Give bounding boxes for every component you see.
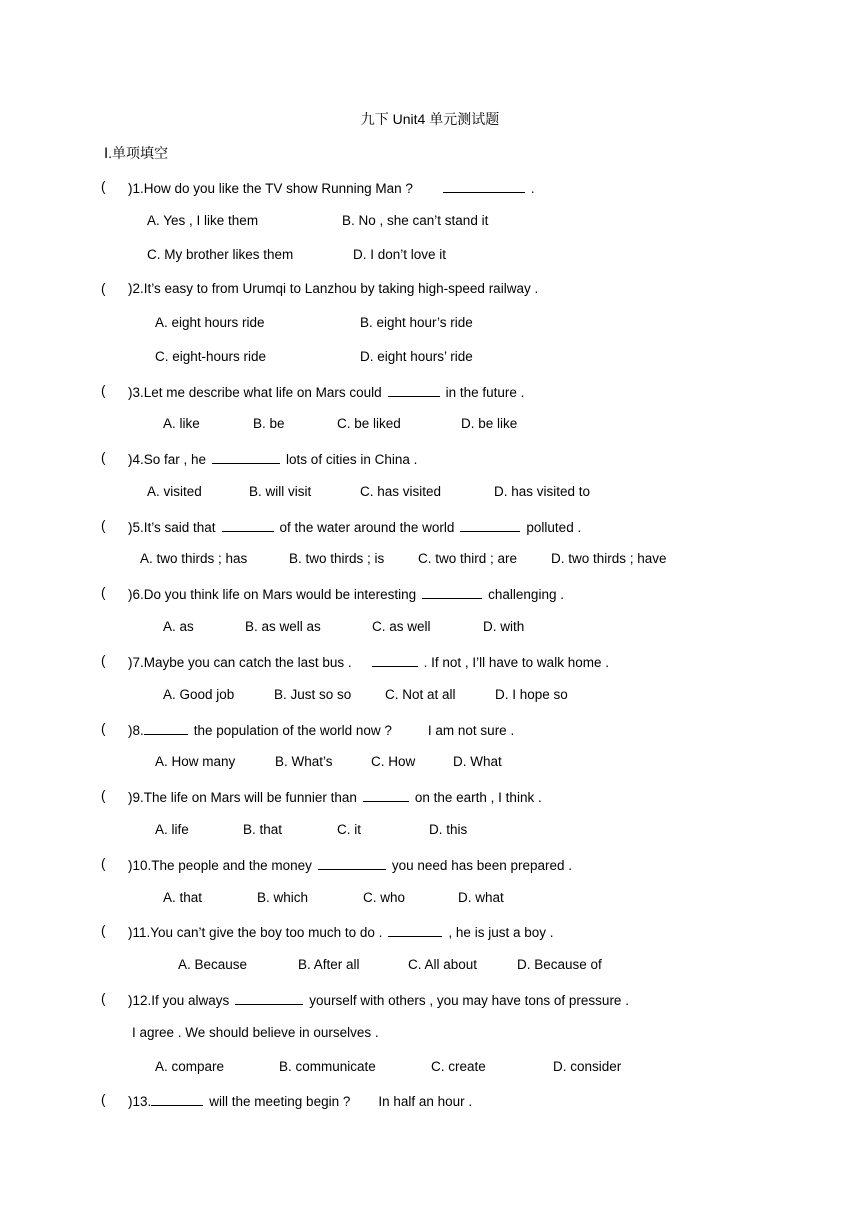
question-text: you need has been prepared . <box>391 858 573 873</box>
question-text: lots of cities in China . <box>286 452 418 467</box>
option-c[interactable]: C. Not at all <box>385 687 456 702</box>
answer-paren: ( <box>101 585 106 600</box>
question-text: )4.So far , he <box>128 452 207 467</box>
option-a[interactable]: A. Because <box>178 957 248 972</box>
question-text: )8. <box>128 723 144 738</box>
option-c[interactable]: C. My brother likes them <box>147 247 294 262</box>
option-d[interactable]: D. two thirds ; have <box>551 551 667 566</box>
question-10 <box>128 855 572 875</box>
answer-blank[interactable] <box>388 382 440 397</box>
question-text: will the meeting begin ? <box>209 1094 351 1109</box>
answer-blank[interactable] <box>422 584 482 599</box>
option-c[interactable]: C. eight-hours ride <box>155 349 267 364</box>
question-8 <box>128 720 514 740</box>
question-text: In half an hour . <box>378 1094 473 1109</box>
question-text: )13. <box>128 1094 152 1109</box>
option-a[interactable]: A. Yes , I like them <box>147 213 259 228</box>
option-b[interactable]: B. What’s <box>275 754 333 769</box>
option-d[interactable]: D. has visited to <box>494 484 591 499</box>
option-d[interactable]: D. with <box>483 619 525 634</box>
option-d[interactable]: D. this <box>429 822 468 837</box>
option-b[interactable]: B. No , she can’t stand it <box>342 213 489 228</box>
question-text: . If not , I’ll have to walk home . <box>423 655 609 670</box>
answer-paren: ( <box>101 1092 106 1107</box>
answer-paren: ( <box>101 856 106 871</box>
option-b[interactable]: B. as well as <box>245 619 321 634</box>
response-text: I agree . We should believe in ourselves . <box>132 1025 379 1040</box>
option-b[interactable]: B. two thirds ; is <box>289 551 385 566</box>
option-d[interactable]: D. I don’t love it <box>353 247 447 262</box>
question-text: in the future . <box>445 385 525 400</box>
answer-blank[interactable] <box>372 652 418 667</box>
option-b[interactable]: B. which <box>257 890 309 905</box>
option-a[interactable]: A. like <box>163 416 200 431</box>
answer-blank[interactable] <box>460 517 520 532</box>
question-text: )11.You can’t give the boy too much to do . <box>128 925 383 940</box>
question-text: )6.Do you think life on Mars would be interesting <box>128 587 417 602</box>
answer-paren: ( <box>101 788 106 803</box>
answer-paren: ( <box>101 653 106 668</box>
answer-paren: ( <box>101 991 106 1006</box>
question-5 <box>128 517 581 537</box>
option-b[interactable]: B. be <box>253 416 285 431</box>
option-a[interactable]: A. compare <box>155 1059 225 1074</box>
option-c[interactable]: C. has visited <box>360 484 442 499</box>
option-d[interactable]: D. be like <box>461 416 518 431</box>
option-c[interactable]: C. How <box>371 754 416 769</box>
question-text: the population of the world now ? <box>193 723 392 738</box>
answer-blank[interactable] <box>212 449 280 464</box>
option-a[interactable]: A. visited <box>147 484 202 499</box>
option-a[interactable]: A. Good job <box>163 687 235 702</box>
answer-blank[interactable] <box>388 922 442 937</box>
question-text: . <box>530 181 535 196</box>
option-a[interactable]: A. life <box>155 822 189 837</box>
exam-title: 九下 Unit4 单元测试题 <box>360 111 500 127</box>
option-d[interactable]: D. Because of <box>517 957 602 972</box>
answer-blank[interactable] <box>318 855 386 870</box>
option-b[interactable]: B. After all <box>298 957 360 972</box>
question-text: )10.The people and the money <box>128 858 312 873</box>
option-b[interactable]: B. communicate <box>279 1059 376 1074</box>
option-c[interactable]: C. two third ; are <box>418 551 518 566</box>
option-a[interactable]: A. that <box>163 890 203 905</box>
answer-paren: ( <box>101 450 106 465</box>
option-d[interactable]: D. what <box>458 890 504 905</box>
question-text: , he is just a boy . <box>448 925 554 940</box>
question-text: )3.Let me describe what life on Mars could <box>128 385 382 400</box>
question-text: )12.If you always <box>128 993 230 1008</box>
option-a[interactable]: A. How many <box>155 754 236 769</box>
question-text: polluted . <box>526 520 582 535</box>
question-2: )2.It’s easy to from Urumqi to Lanzhou by taking high-speed railway . <box>128 281 539 296</box>
question-text: )5.It’s said that <box>128 520 216 535</box>
option-b[interactable]: B. eight hour’s ride <box>360 315 473 330</box>
option-c[interactable]: C. create <box>431 1059 486 1074</box>
question-4 <box>128 449 417 469</box>
question-text: I am not sure . <box>427 723 515 738</box>
option-d[interactable]: D. What <box>453 754 502 769</box>
option-a[interactable]: A. eight hours ride <box>155 315 265 330</box>
option-a[interactable]: A. two thirds ; has <box>140 551 248 566</box>
answer-blank[interactable] <box>443 178 525 193</box>
option-c[interactable]: C. who <box>363 890 406 905</box>
answer-paren: ( <box>101 383 106 398</box>
answer-blank[interactable] <box>144 720 188 735</box>
option-b[interactable]: B. Just so so <box>274 687 352 702</box>
option-d[interactable]: D. consider <box>553 1059 622 1074</box>
answer-blank[interactable] <box>235 990 303 1005</box>
option-a[interactable]: A. as <box>163 619 194 634</box>
question-13 <box>128 1091 472 1111</box>
question-3 <box>128 382 524 402</box>
question-text: on the earth , I think . <box>414 790 542 805</box>
answer-blank[interactable] <box>222 517 274 532</box>
option-c[interactable]: C. All about <box>408 957 478 972</box>
answer-paren: ( <box>101 179 106 194</box>
option-d[interactable]: D. eight hours’ ride <box>360 349 473 364</box>
question-12 <box>128 990 629 1010</box>
question-11 <box>128 922 553 942</box>
question-text: challenging . <box>488 587 564 602</box>
question-text: )1.How do you like the TV show Running Man ? <box>128 181 413 196</box>
answer-blank[interactable] <box>151 1091 203 1106</box>
question-6 <box>128 584 564 604</box>
option-b[interactable]: B. will visit <box>249 484 312 499</box>
option-d[interactable]: D. I hope so <box>495 687 568 702</box>
answer-blank[interactable] <box>363 787 409 802</box>
answer-paren: ( <box>101 518 106 533</box>
question-text: yourself with others , you may have tons of pressure . <box>309 993 629 1008</box>
question-9 <box>128 787 542 807</box>
option-c[interactable]: C. it <box>337 822 362 837</box>
answer-paren: ( <box>101 923 106 938</box>
option-b[interactable]: B. that <box>243 822 283 837</box>
question-7 <box>128 652 609 672</box>
question-1 <box>128 178 535 198</box>
option-c[interactable]: C. as well <box>372 619 431 634</box>
question-text: )7.Maybe you can catch the last bus . <box>128 655 352 670</box>
section-heading: Ⅰ.单项填空 <box>104 145 169 161</box>
question-text: )9.The life on Mars will be funnier than <box>128 790 357 805</box>
answer-paren: ( <box>101 721 106 736</box>
question-text: of the water around the world <box>279 520 455 535</box>
option-c[interactable]: C. be liked <box>337 416 401 431</box>
answer-paren: ( <box>101 281 106 296</box>
